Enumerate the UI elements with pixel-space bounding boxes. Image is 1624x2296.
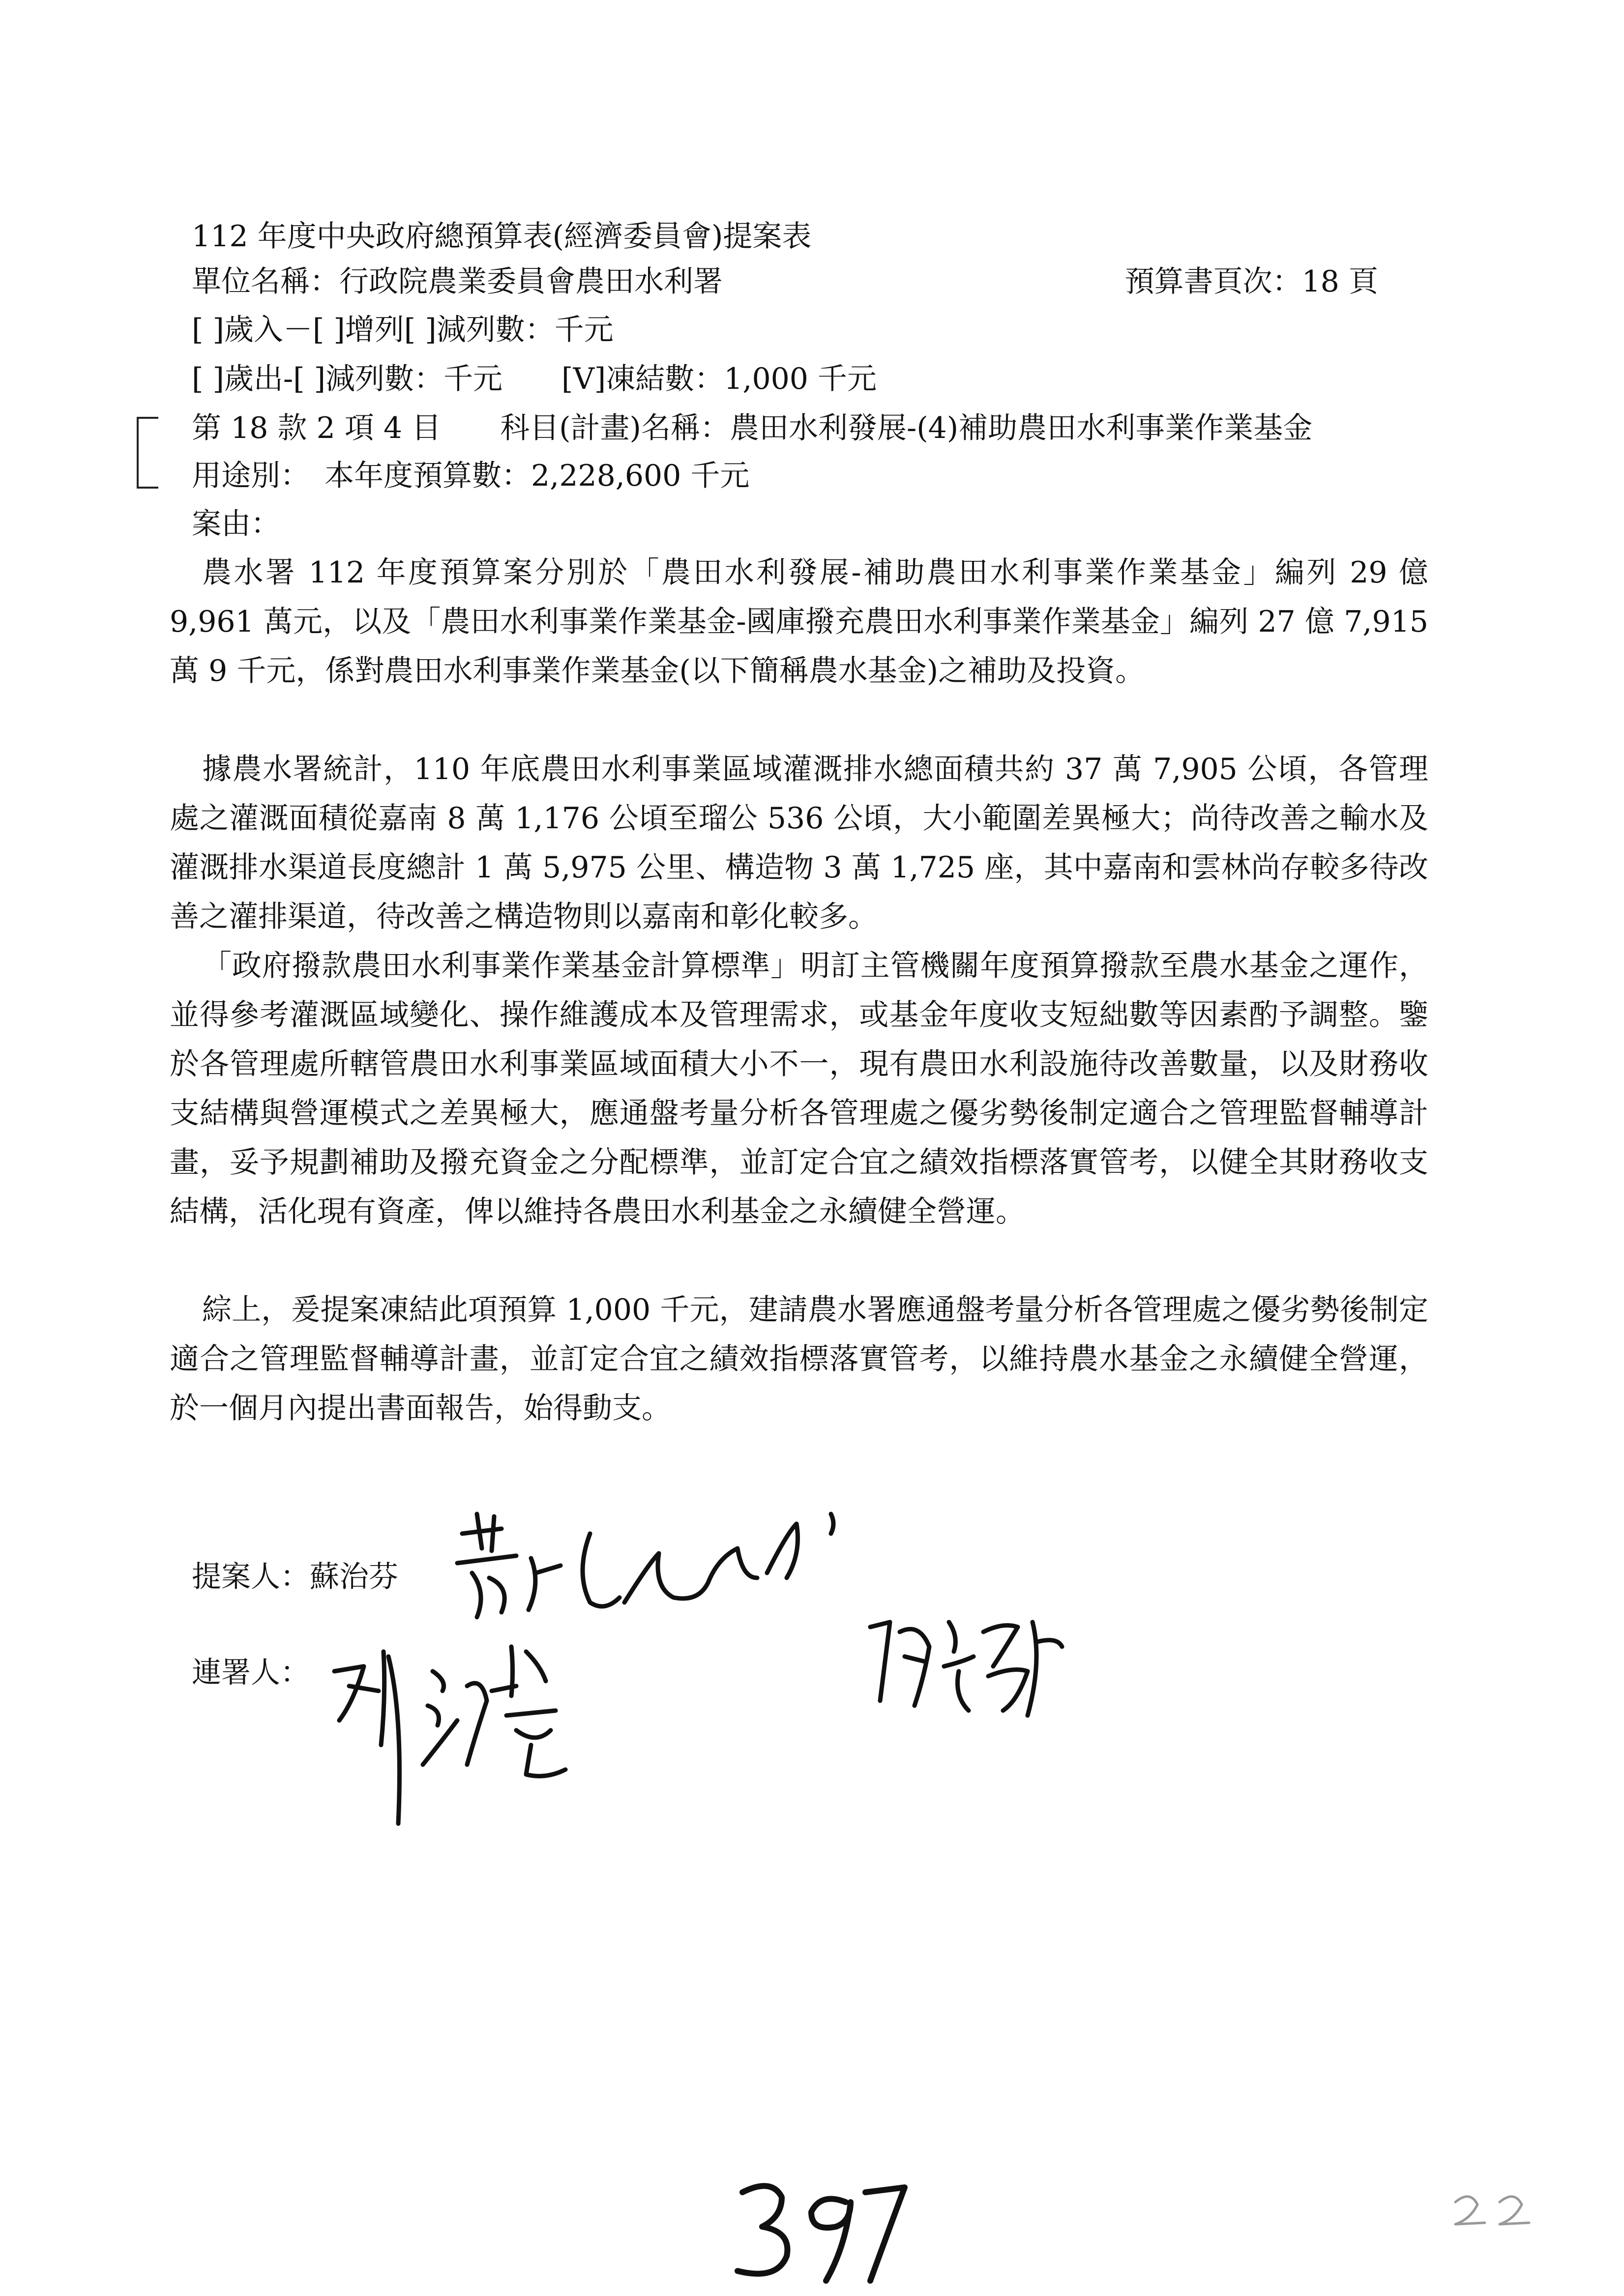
paragraph-4: 綜上，爰提案凍結此項預算 1,000 千元，建請農水署應通盤考量分析各管理處之優劣勢後制定適合之管理監督輔導計畫，並訂定合宜之績效指標落實管考，以維持農水基金之永續健全營運，於一個月內提出書面報告，始得動支。 <box>170 1293 1428 1425</box>
expense-line: [ ]歲出-[ ]減列數：千元 [V]凍結數：1,000 千元 <box>192 362 877 396</box>
document-title: 112 年度中央政府總預算表(經濟委員會)提案表 <box>192 219 812 254</box>
budget-page-reference: 預算書頁次：18 頁 <box>1124 264 1378 299</box>
proposer-signature <box>443 1504 860 1632</box>
cosigner-label: 連署人： <box>192 1656 310 1690</box>
revenue-line: [ ]歲入－[ ]增列[ ]減列數：千元 <box>192 313 614 347</box>
item-bracket <box>137 417 158 489</box>
paragraph-3: 「政府撥款農田水利事業作業基金計算標準」明訂主管機關年度預算撥款至農水基金之運作，並得參考灌溉區域變化、操作維護成本及管理需求，或基金年度收支短絀數等因素酌予調整。鑒於各管理處所轄管農田水利事業區域面積大小不一，現有農田水利設施待改善數量，以及財務收支結構與營運模式之差異極大，應通盤考量分析各管理處之優劣勢後制定適合之管理監督輔導計畫，妥予規劃補助及撥充資金之分配標準，並訂定合宜之績效指標落實管考，以健全其財務收支結構，活化現有資產，俾以維持各農田水利基金之永續健全營運。 <box>170 949 1428 1229</box>
usage-line: 用途別： 本年度預算數：2,228,600 千元 <box>192 459 750 493</box>
page-number <box>728 2173 915 2288</box>
page-mark <box>1446 2182 1544 2238</box>
paragraph-2: 據農水署統計，110 年底農田水利事業區域灌溉排水總面積共約 37 萬 7,905 公頃，各管理處之灌溉面積從嘉南 8 萬 1,176 公頃至瑠公 536 公頃，大小範圍差異極大；尚待改善之輸水及灌溉排水渠道長度總計 1 萬 5,975 公里、構造物 3 萬 1,725 座，其中嘉南和雲林尚存較多待改善之灌排渠道，待改善之構造物則以嘉南和彰化較多。 <box>170 752 1428 934</box>
proposer-label: 提案人：蘇治芬 <box>192 1560 398 1594</box>
budget-item-line: 第 18 款 2 項 4 目 科目(計畫)名稱：農田水利發展-(4)補助農田水利事業作業基金 <box>192 411 1313 445</box>
cosigner-signature-2 <box>856 1593 1082 1720</box>
paragraph-1: 農水署 112 年度預算案分別於「農田水利發展-補助農田水利事業作業基金」編列 29 億 9,961 萬元，以及「農田水利事業作業基金-國庫撥充農田水利事業作業基金」編列 27 億 7,915 萬 9 千元，係對農田水利事業作業基金(以下簡稱農水基金)之補助及投資。 <box>170 555 1428 688</box>
case-label: 案由： <box>192 507 280 541</box>
unit-name: 單位名稱：行政院農業委員會農田水利署 <box>192 264 723 299</box>
cosigner-signature-1 <box>320 1617 595 1838</box>
